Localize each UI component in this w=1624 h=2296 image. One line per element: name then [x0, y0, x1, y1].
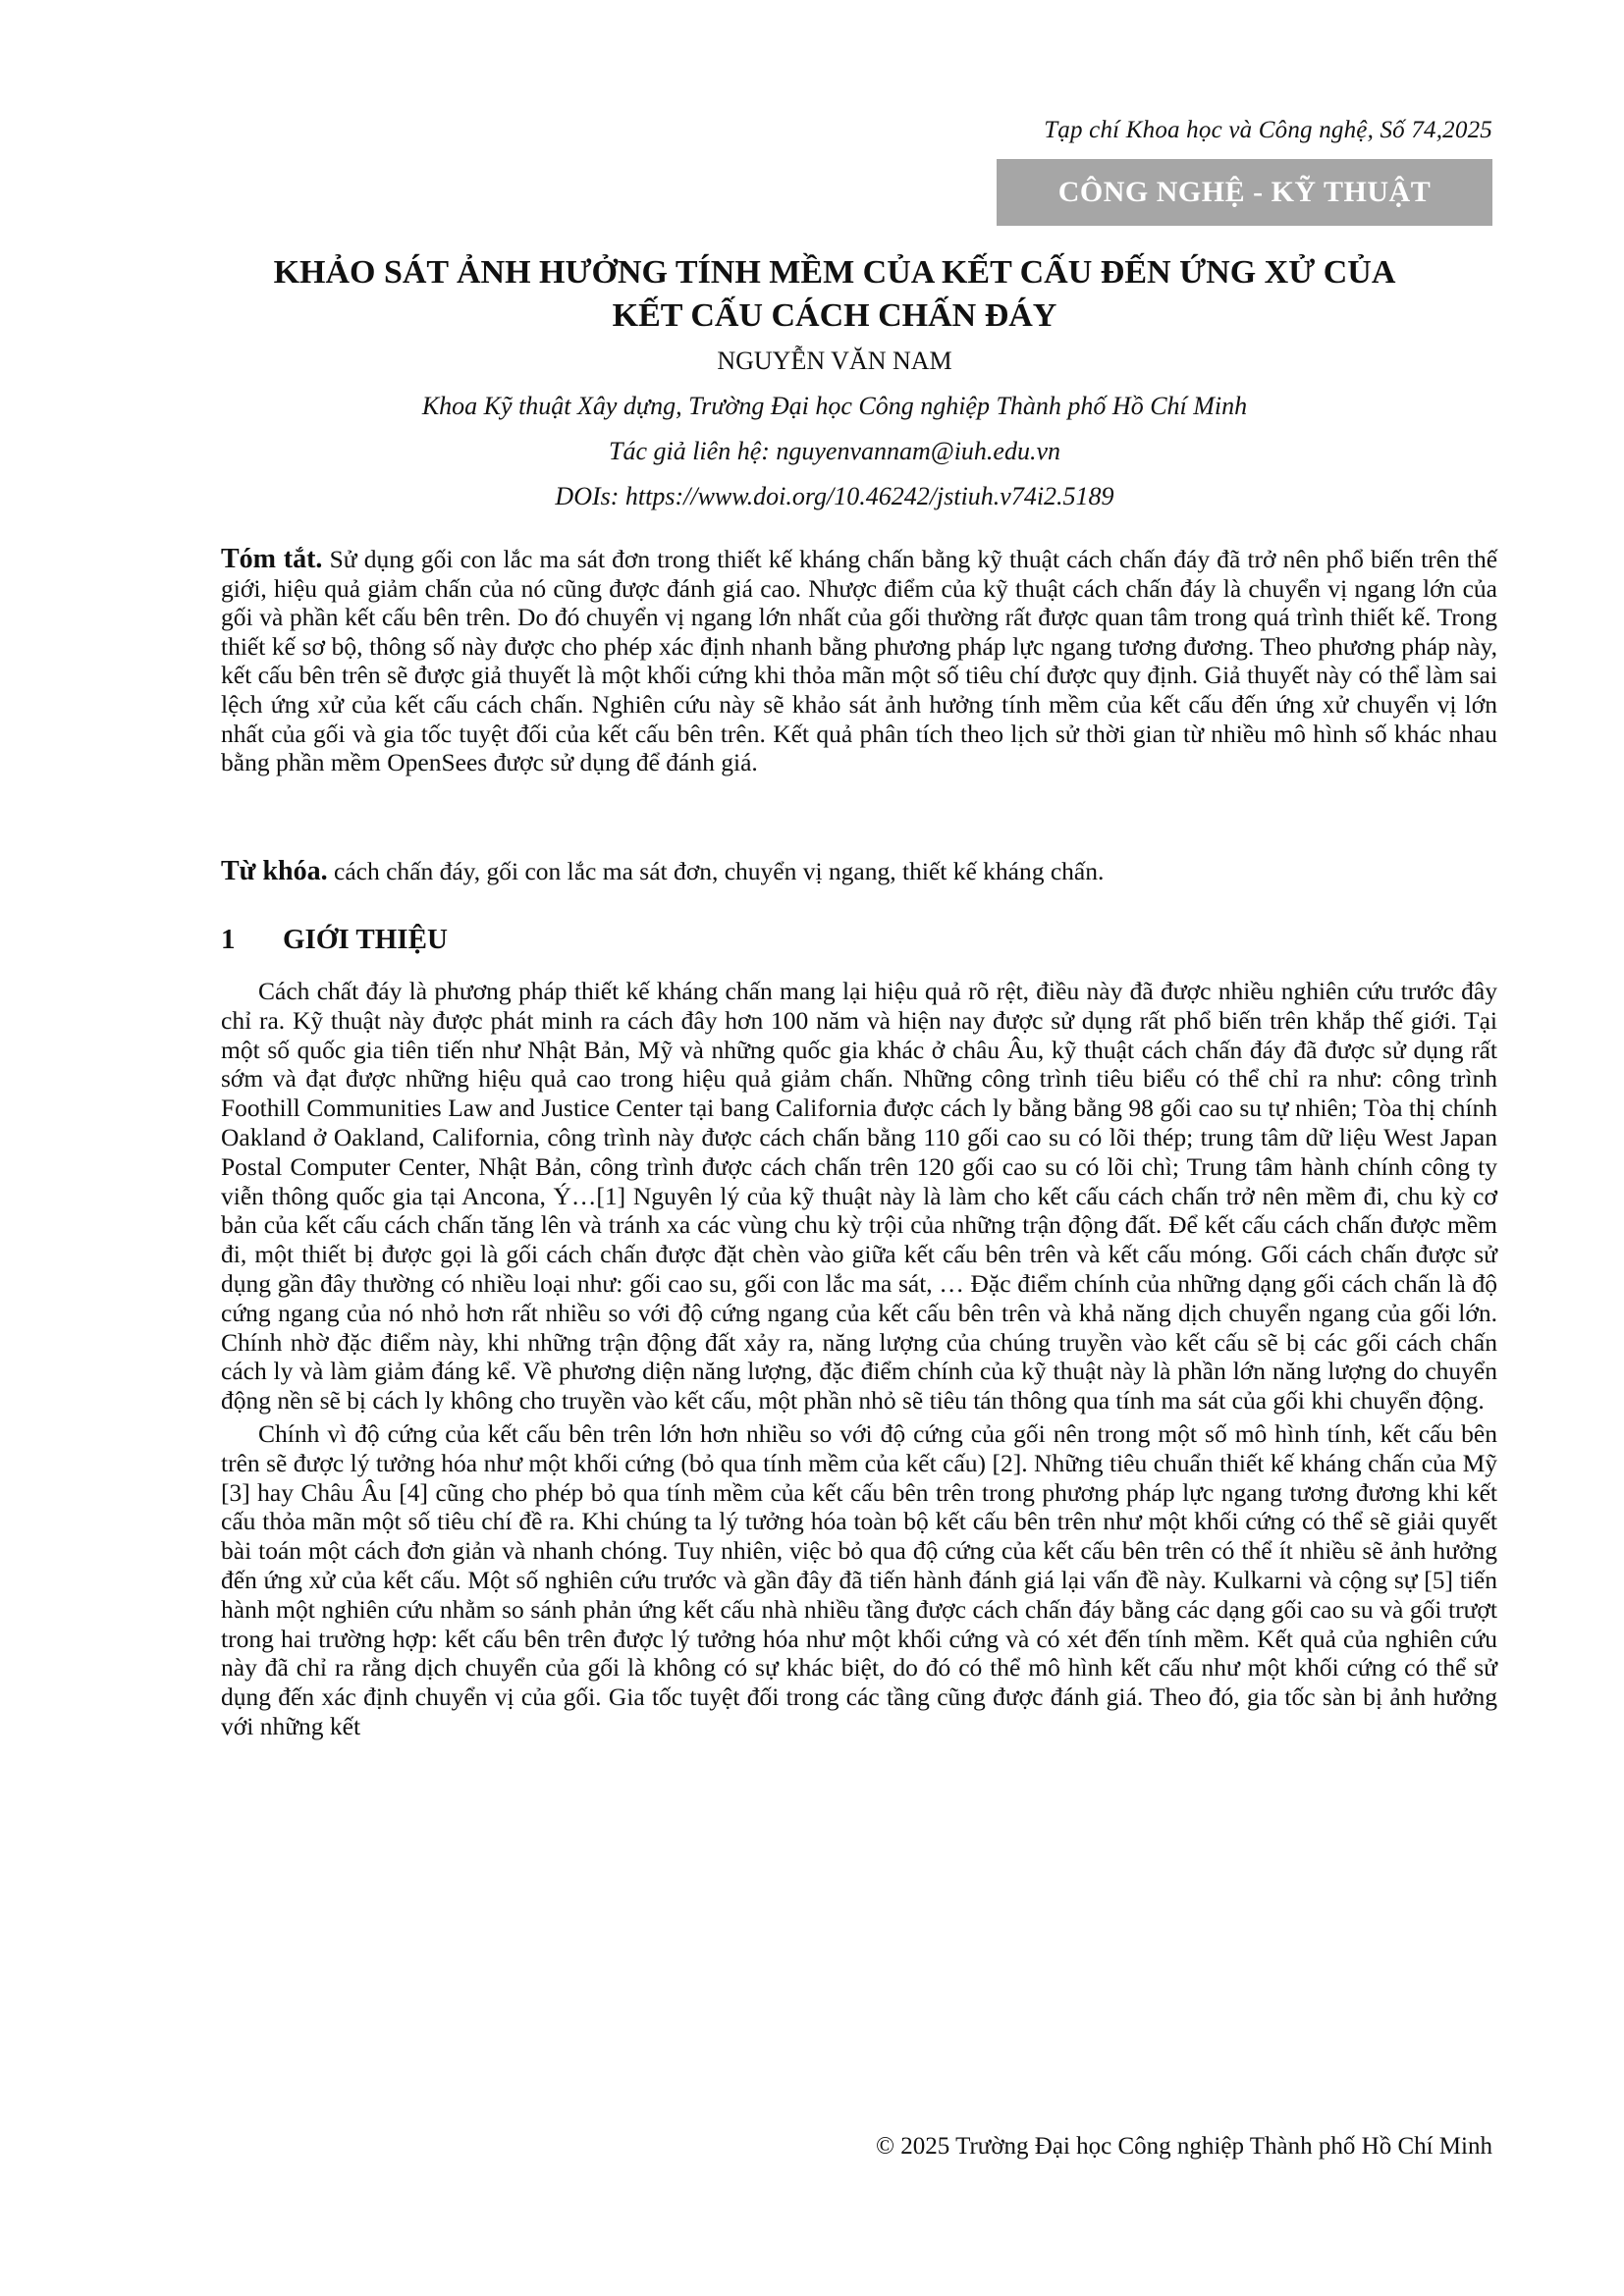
body-paragraph: Chính vì độ cứng của kết cấu bên trên lớn hơn nhiều so với độ cứng của gối nên trong một số mô hình tính, kết cấu bên trên sẽ được lý tưởng hóa như một khối cứng (bỏ qua tính mềm của kết cấu) [2]. Những tiêu chuẩn thiết kế kháng chấn của Mỹ [3] hay Châu Âu [4] cũng cho phép bỏ qua tính mềm của kết cấu bên trên trong phương pháp lực ngang tương đương khi kết cấu thỏa mãn một số tiêu chí đề ra. Khi chúng ta lý tưởng hóa toàn bộ kết cấu bên trên như một khối cứng có thể sẽ giải quyết bài toán một cách đơn giản và nhanh chóng. Tuy nhiên, việc bỏ qua độ cứng của kết cấu bên trên có thể ít nhiều sẽ ảnh hưởng đến ứng xử của kết cấu. Một số nghiên cứu trước và gần đây đã tiến hành đánh giá lại vấn đề này. Kulkarni và cộng sự [5] tiến hành một nghiên cứu nhằm so sánh phản ứng kết cấu nhà nhiều tầng được cách chấn đáy bằng các dạng gối cao su và gối trượt trong hai trường hợp: kết cấu bên trên được lý tưởng hóa như một khối cứng và có xét đến tính mềm. Kết quả của nghiên cứu này đã chỉ ra rằng dịch chuyển của gối là không có sự khác biệt, do đó có thể mô hình kết cấu như một khối cứng có thể sử dụng đến xác định chuyển vị của gối. Gia tốc tuyệt đối trong các tầng cũng được đánh giá. Theo đó, gia tốc sàn bị ảnh hưởng với những kết: [221, 1418, 1497, 1740]
abstract: [221, 545, 1497, 777]
abstract-label: Tóm tắt.: [221, 544, 323, 574]
section-banner: CÔNG NGHỆ - KỸ THUẬT: [997, 159, 1492, 226]
journal-header: Tạp chí Khoa học và Công nghệ, Số 74,2025: [1044, 117, 1492, 143]
copyright-footer: © 2025 Trường Đại học Công nghiệp Thành phố Hồ Chí Minh: [876, 2133, 1492, 2160]
author-name: NGUYỄN VĂN NAM: [717, 347, 952, 375]
section-number: 1: [221, 924, 236, 955]
abstract-text: Sử dụng gối con lắc ma sát đơn trong thiết kế kháng chấn bằng kỹ thuật cách chấn đáy đã trở nên phổ biến trên thế giới, hiệu quả giảm chấn của nó cũng được đánh giá cao. Nhược điểm của kỹ thuật cách chấn đáy là chuyển vị ngang lớn của gối và phần kết cấu bên trên. Do đó chuyển vị ngang lớn nhất của gối thường rất được quan tâm trong quá trình thiết kế. Trong thiết kế sơ bộ, thông số này được cho phép xác định nhanh bằng phương pháp lực ngang tương đương. Theo phương pháp này, kết cấu bên trên sẽ được giả thuyết là một khối cứng khi thỏa mãn một số tiêu chí được quy định. Giả thuyết này có thể làm sai lệch ứng xử của kết cấu cách chấn. Nghiên cứu này sẽ khảo sát ảnh hưởng tính mềm của kết cấu đến ứng xử chuyển vị lớn nhất của gối và gia tốc tuyệt đối của kết cấu bên trên. Kết quả phân tích theo lịch sử thời gian từ nhiều mô hình số khác nhau bằng phần mềm OpenSees được sử dụng để đánh giá.: [221, 545, 1498, 777]
keywords-label: Từ khóa.: [221, 856, 328, 886]
section-body: [221, 977, 1497, 1745]
keywords-text: cách chấn đáy, gối con lắc ma sát đơn, chuyển vị ngang, thiết kế kháng chấn.: [334, 857, 1105, 885]
title-line-2: KẾT CẤU CÁCH CHẤN ĐÁY: [612, 297, 1057, 334]
body-paragraph: Cách chất đáy là phương pháp thiết kế kháng chấn mang lại hiệu quả rõ rệt, điều này đã được nhiều nghiên cứu trước đây chỉ ra. Kỹ thuật này được phát minh ra cách đây hơn 100 năm và hiện nay được sử dụng rất phổ biến trên khắp thế giới. Tại một số quốc gia tiên tiến như Nhật Bản, Mỹ và những quốc gia khác ở châu Âu, kỹ thuật cách chấn đáy đã được sử dụng rất sớm và đạt được những hiệu quả cao trong hiệu quả giảm chấn. Những công trình tiêu biểu có thể chỉ ra như: công trình Foothill Communities Law and Justice Center tại bang California được cách ly bằng bằng 98 gối cao su tự nhiên; Tòa thị chính Oakland ở Oakland, California, công trình này được cách chấn bằng 110 gối cao su có lõi thép; trung tâm dữ liệu West Japan Postal Computer Center, Nhật Bản, công trình được cách chấn trên 120 gối cao su có lõi chì; Trung tâm hành chính công ty viễn thông quốc gia tại Ancona, Ý…[1] Nguyên lý của kỹ thuật này là làm cho kết cấu cách chấn trở nên mềm đi, chu kỳ cơ bản của kết cấu cách chấn tăng lên và tránh xa các vùng chu kỳ trội của những trận động đất. Để kết cấu cách chấn được mềm đi, một thiết bị được gọi là gối cách chấn được đặt chèn vào giữa kết cấu bên trên và kết cấu móng. Gối cách chấn được sử dụng gần đây thường có nhiều loại như: gối cao su, gối con lắc ma sát, … Đặc điểm chính của những dạng gối cách chấn là độ cứng ngang của nó nhỏ hơn rất nhiều so với độ cứng ngang của kết cấu bên trên và khả năng dịch chuyển ngang của gối lớn. Chính nhờ đặc điểm này, khi những trận động đất xảy ra, năng lượng của chúng truyền vào kết cấu sẽ bị các gối cách chấn cách ly và làm giảm đáng kể. Về phương diện năng lượng, đặc điểm chính của kỹ thuật này là phần lớn năng lượng do chuyển động nền sẽ bị cách ly không cho truyền vào kết cấu, một phần nhỏ sẽ tiêu tán thông qua tính ma sát của gối khi chuyển động.: [221, 977, 1497, 1415]
keywords: [221, 857, 1497, 886]
title-line-1: KHẢO SÁT ẢNH HƯỞNG TÍNH MỀM CỦA KẾT CẤU ĐẾN ỨNG XỬ CỦA: [273, 254, 1396, 291]
corresponding-author: Tác giả liên hệ: nguyenvannam@iuh.edu.vn: [608, 437, 1061, 465]
doi-link[interactable]: DOIs: https://www.doi.org/10.46242/jstiuh.v74i2.5189: [555, 482, 1114, 510]
section-title: GIỚI THIỆU: [283, 924, 448, 955]
section-heading: [221, 924, 448, 956]
author-affiliation: Khoa Kỹ thuật Xây dựng, Trường Đại học Công nghiệp Thành phố Hồ Chí Minh: [421, 392, 1248, 420]
article-title: [177, 251, 1492, 338]
